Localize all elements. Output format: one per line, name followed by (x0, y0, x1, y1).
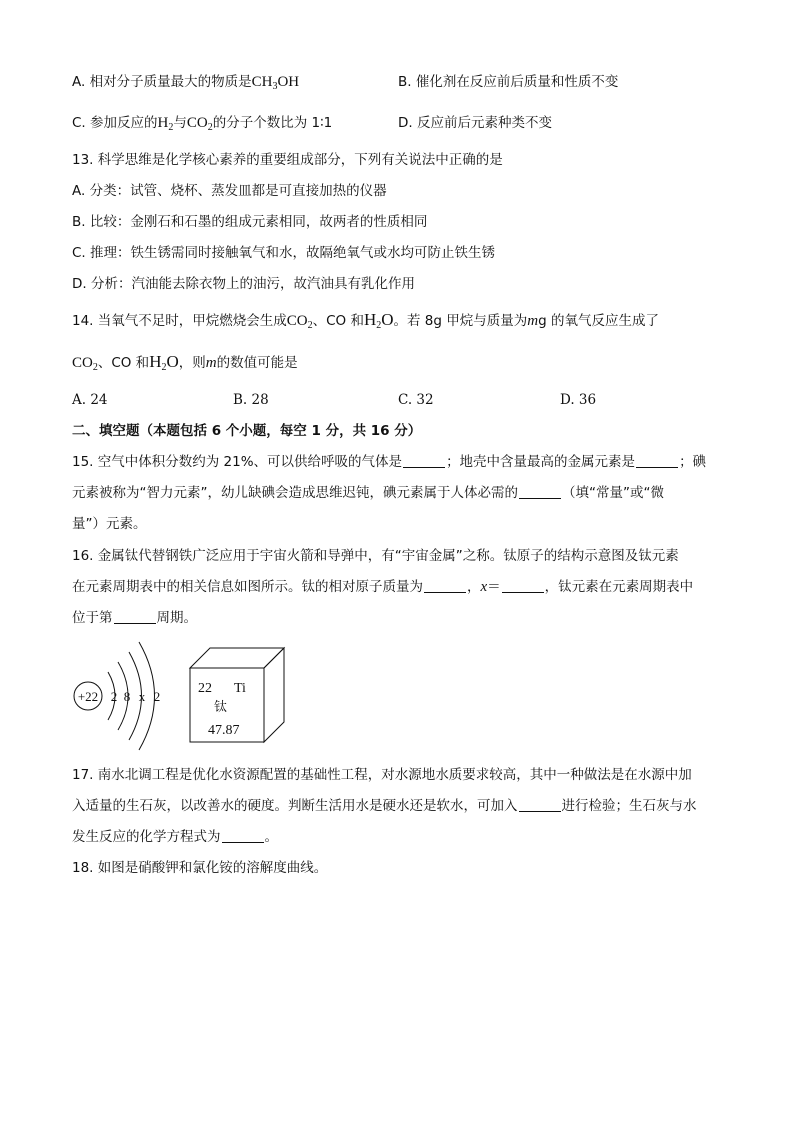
atomic-mass: 47.87 (208, 723, 240, 738)
q16-line2 (72, 577, 693, 597)
q17-line1: 17. 南水北调工程是优化水资源配置的基础性工程，对水源地水质要求较高，其中一种做法是在水源中加 (72, 767, 692, 783)
formula-part: O (381, 310, 394, 329)
q16-text: 周期。 (156, 610, 197, 626)
q15-text: ；地壳中含量最高的金属元素是 (446, 454, 636, 470)
q17-text: 发生反应的化学方程式为 (72, 829, 221, 845)
h2-formula (158, 115, 174, 131)
shell-1-electrons: 2 (110, 689, 118, 704)
q13-option-a: A. 分类：试管、烧杯、蒸发皿都是可直接加热的仪器 (72, 183, 387, 199)
q14-stem-line2 (72, 352, 298, 373)
formula-part: O (166, 352, 179, 371)
q12-option-a-text: A. 相对分子质量最大的物质是 (72, 74, 252, 90)
answer-blank[interactable] (502, 578, 544, 593)
formula-part: CO (286, 313, 308, 329)
q14-option-b: B. 28 (233, 392, 269, 408)
element-name: 钛 (214, 700, 228, 715)
h2o-formula (364, 310, 394, 329)
variable-m: m (527, 313, 539, 329)
ch3oh-formula (252, 74, 300, 90)
variable-x: x (480, 579, 488, 595)
formula-part: H (149, 352, 162, 371)
co2-formula (72, 355, 98, 371)
co2-formula (187, 115, 213, 131)
formula-subscript: 2 (92, 362, 98, 373)
formula-subscript: 3 (272, 81, 278, 92)
nucleus-charge: +22 (77, 689, 99, 704)
co2-formula (287, 313, 313, 329)
q12-option-c-text: 的分子个数比为 1∶1 (212, 115, 333, 131)
formula-part: H (363, 310, 377, 329)
q18-stem: 18. 如图是硝酸钾和氯化铵的溶解度曲线。 (72, 860, 328, 876)
q14-text: ，则 (178, 355, 206, 371)
q14-text: 、CO 和 (97, 355, 150, 371)
q16-text: ， (467, 579, 481, 595)
q12-option-c-text: C. 参加反应的 (72, 115, 158, 131)
q16-line1: 16. 金属钛代替钢铁广泛应用于宇宙火箭和导弹中，有“宇宙金属”之称。钛原子的结构示意图及钛元素 (72, 548, 679, 564)
formula-part: CO (186, 115, 208, 131)
q15-text: 15. 空气中体积分数约为 21%、可以供给呼吸的气体是 (72, 454, 403, 470)
q15-text: 元素被称为“智力元素”，幼儿缺碘会造成思维迟钝，碘元素属于人体必需的 (72, 485, 518, 501)
q17-line3 (72, 827, 278, 847)
q13-option-c: C. 推理：铁生锈需同时接触氧气和水，故隔绝氧气或水均可防止铁生锈 (72, 245, 496, 261)
atomic-number: 22 (198, 681, 212, 696)
q13-option-b: B. 比较：金刚石和石墨的组成元素相同，故两者的性质相同 (72, 214, 428, 230)
formula-part: H (157, 115, 169, 131)
q14-option-d: D. 36 (560, 392, 597, 408)
formula-part: CO (72, 355, 93, 371)
answer-blank[interactable] (222, 828, 264, 843)
formula-subscript: 2 (207, 122, 213, 133)
cell-top-face (190, 648, 284, 668)
q14-text: 的数值可能是 (216, 355, 298, 371)
shell-4-electrons: 2 (153, 689, 161, 704)
q15-text: （填“常量”或“微 (562, 485, 664, 501)
q16-text: ，钛元素在元素周期表中 (544, 579, 694, 595)
q13-option-d: D. 分析：汽油能去除衣物上的油污，故汽油具有乳化作用 (72, 276, 415, 292)
q14-option-c: C. 32 (398, 392, 434, 408)
q12-option-c-text: 与 (173, 115, 187, 131)
q14-stem-line1 (72, 310, 659, 331)
q17-text: 进行检验；生石灰与水 (561, 798, 697, 814)
q12-option-d: D. 反应前后元素种类不变 (398, 115, 552, 131)
formula-subscript: 2 (307, 320, 313, 331)
q12-option-b: B. 催化剂在反应前后质量和性质不变 (398, 74, 619, 90)
q17-text: 。 (264, 829, 278, 845)
q15-text: ；碘 (679, 454, 707, 470)
q16-text: ＝ (487, 579, 501, 595)
formula-subscript: 2 (168, 122, 174, 133)
q14-text: 。若 8g 甲烷与质量为 (393, 313, 528, 329)
formula-subscript: 2 (376, 320, 382, 331)
cell-side-face (264, 648, 284, 742)
q14-option-a: A. 24 (72, 392, 108, 408)
q16-text: 位于第 (72, 610, 113, 626)
section-heading: 二、填空题（本题包括 6 个小题，每空 1 分，共 16 分） (72, 423, 422, 439)
shell-3-electrons: x (138, 689, 146, 704)
shell-2-electrons: 8 (123, 689, 131, 704)
variable-m: m (205, 355, 217, 371)
formula-part: CH (251, 74, 273, 90)
q16-line3 (72, 608, 197, 628)
answer-blank[interactable] (519, 797, 561, 812)
answer-blank[interactable] (424, 578, 466, 593)
q12-option-a (72, 72, 299, 92)
q17-line2 (72, 796, 697, 816)
q14-text: 14. 当氧气不足时，甲烷燃烧会生成 (72, 313, 287, 329)
answer-blank[interactable] (519, 484, 561, 499)
q14-text: 、CO 和 (312, 313, 364, 329)
q12-option-c (72, 113, 332, 133)
titanium-periodic-cell (188, 646, 288, 746)
q13-stem: 13. 科学思维是化学核心素养的重要组成部分，下列有关说法中正确的是 (72, 152, 503, 168)
answer-blank[interactable] (114, 609, 156, 624)
q17-text: 入适量的生石灰，以改善水的硬度。判断生活用水是硬水还是软水，可加入 (72, 798, 518, 814)
q16-text: 在元素周期表中的相关信息如图所示。钛的相对原子质量为 (72, 579, 423, 595)
formula-subscript: 2 (161, 362, 167, 373)
q15-line1 (72, 452, 706, 472)
answer-blank[interactable] (636, 453, 678, 468)
q15-line2 (72, 483, 664, 503)
element-symbol: Ti (234, 681, 246, 696)
h2o-formula (149, 352, 179, 371)
q14-text: g 的氧气反应生成了 (538, 313, 659, 329)
formula-part: OH (277, 74, 300, 90)
titanium-atom-diagram (66, 636, 166, 756)
answer-blank[interactable] (403, 453, 445, 468)
q15-line3: 量”）元素。 (72, 516, 147, 532)
